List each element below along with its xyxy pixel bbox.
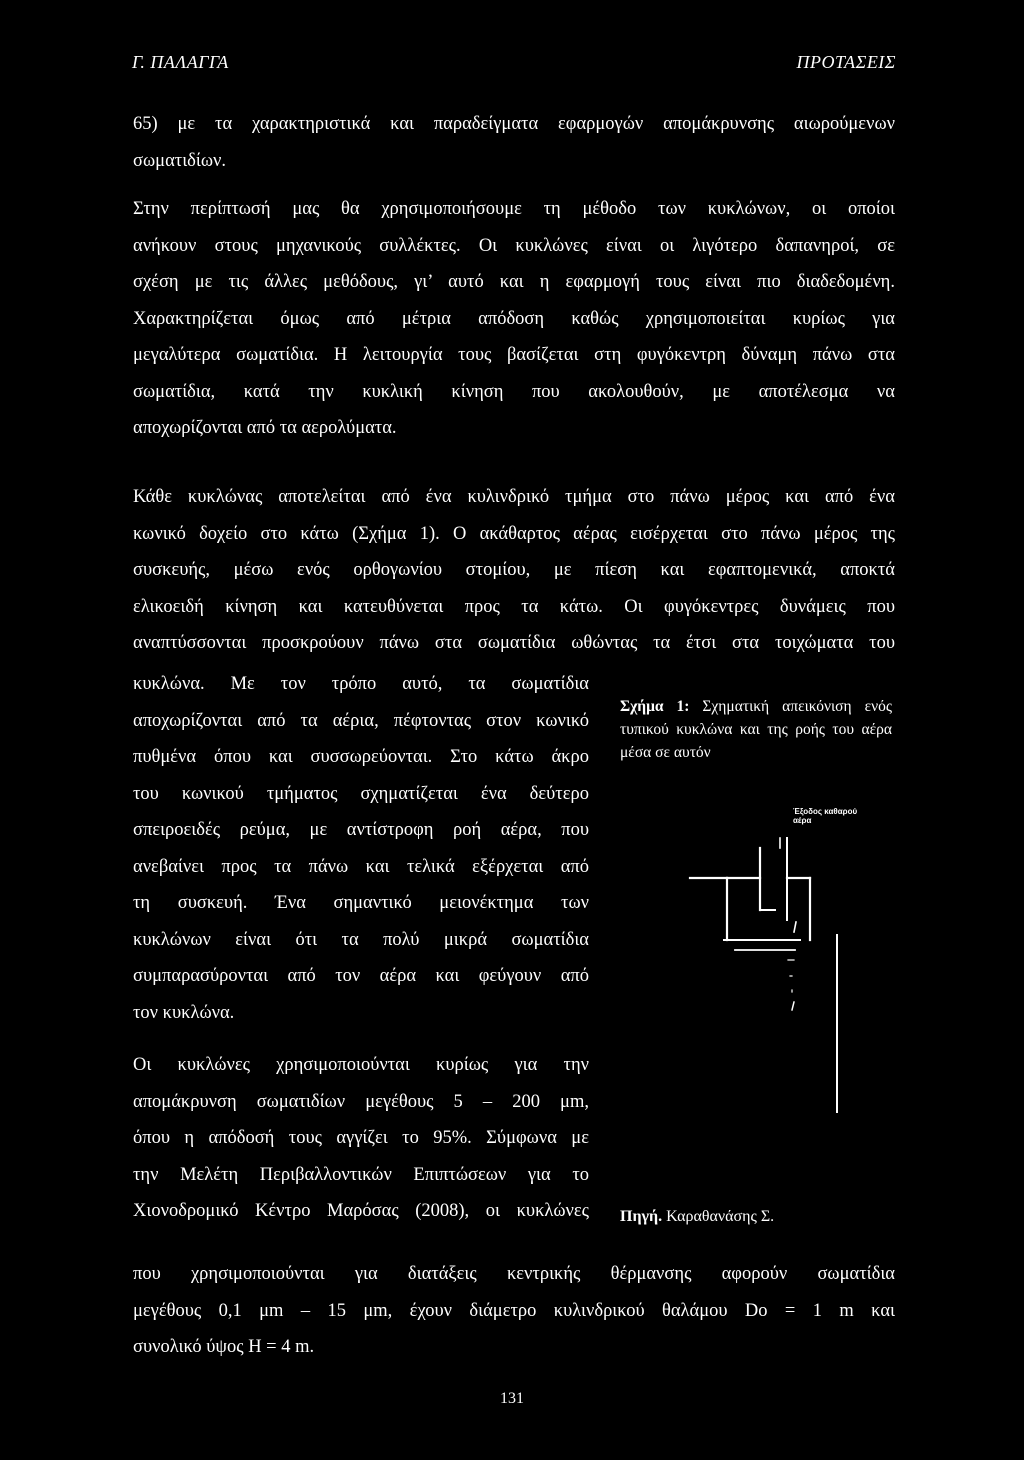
text-line: Κάθε κυκλώνας αποτελείται από ένα κυλινδρικό τμήμα στο πάνω μέρος και από ένα bbox=[133, 487, 895, 507]
text-line: Χαρακτηρίζεται όμως από μέτρια απόδοση καθώς χρησιμοποιείται κυρίως για bbox=[133, 308, 895, 329]
text-line: του κωνικού τμήματος σχηματίζεται ένα δεύτερο bbox=[133, 783, 589, 804]
paragraph-cyclone-structure-continued bbox=[133, 666, 589, 1031]
text-line: συμπαρασύρονται από τον αέρα και φεύγουν από bbox=[133, 966, 589, 986]
text-line: σωματίδια, κατά την κυκλική κίνηση που ακολουθούν, με αποτέλεσμα να bbox=[133, 381, 895, 402]
intro-paragraph bbox=[133, 106, 895, 179]
text-line: κυκλώνων είναι ότι τα πολύ μικρά σωματίδια bbox=[133, 929, 589, 950]
text-line: Οι κυκλώνες χρησιμοποιούνται κυρίως για την bbox=[133, 1055, 589, 1075]
text-line: συσκευής, μέσω ενός ορθογωνίου στομίου, με πίεση και εφαπτομενικά, αποκτά bbox=[133, 560, 895, 580]
text-line: κωνικό δοχείο στο κάτω (Σχήμα 1). Ο ακάθαρτος αέρας εισέρχεται στο πάνω μέρος της bbox=[133, 523, 895, 544]
figure-caption-label: Σχήμα 1: bbox=[620, 698, 690, 715]
text-line: ανήκουν στους μηχανικούς συλλέκτες. Οι κυκλώνες είναι οι λιγότερο δαπανηροί, σε bbox=[133, 235, 895, 256]
text-line: τη συσκευή. Ένα σημαντικό μειονέκτημα των bbox=[133, 893, 589, 913]
running-header-section: ΠΡΟΤΑΣΕΙΣ bbox=[796, 52, 896, 72]
cyclone-diagram bbox=[680, 800, 900, 1140]
figure-source-text: Καραθανάσης Σ. bbox=[666, 1208, 775, 1225]
text-line: που χρησιμοποιούνται για διατάξεις κεντρικής θέρμανσης αφορούν σωματίδια bbox=[133, 1264, 895, 1284]
flow-mark bbox=[792, 1002, 794, 1010]
text-line: Στην περίπτωσή μας θα χρησιμοποιήσουμε τη μέθοδο των κυκλώνων, οι οποίοι bbox=[133, 199, 895, 219]
text-line: όπου η απόδοσή τους αγγίζει το 95%. Σύμφωνα με bbox=[133, 1128, 589, 1148]
diagram-label-line: Έξοδος καθαρού bbox=[793, 807, 858, 816]
diagram-label-clean-air-outlet bbox=[793, 807, 857, 825]
text-line: τον κυκλώνα. bbox=[133, 1002, 235, 1023]
text-line: σχέση με τις άλλες μεθόδους, γι’ αυτό και η εφαρμογή τους είναι πιο διαδεδομένη. bbox=[133, 272, 895, 292]
text-line: ανεβαίνει προς τα πάνω και τελικά εξέρχεται από bbox=[133, 856, 589, 877]
paragraph-cyclone-usage bbox=[133, 1047, 589, 1230]
text-line: σπειροειδές ρεύμα, με αντίστροφη ροή αέρα, που bbox=[133, 820, 589, 840]
flow-mark bbox=[794, 922, 796, 932]
text-line: 65) με τα χαρακτηριστικά και παραδείγματα εφαρμογών απομάκρυνσης αιωρούμενων bbox=[133, 114, 895, 134]
text-line: την Μελέτη Περιβαλλοντικών Επιπτώσεων για το bbox=[133, 1164, 589, 1185]
running-header-author: Γ. ΠΑΛΑΓΓΑ bbox=[132, 52, 229, 72]
text-line: αναπτύσσονται προσκρούουν πάνω στα σωματίδια ωθώντας τα έτσι στα τοιχώματα του bbox=[133, 633, 895, 653]
text-line: πυθμένα όπου και συσσωρεύονται. Στο κάτω άκρο bbox=[133, 747, 589, 767]
text-line: σωματιδίων. bbox=[133, 150, 227, 171]
text-line: Χιονοδρομικό Κέντρο Μαρόσας (2008), οι κυκλώνες bbox=[133, 1201, 589, 1221]
figure-source-label: Πηγή. bbox=[620, 1208, 663, 1225]
text-line: αποχωρίζονται από τα αέρια, πέφτοντας στον κωνικό bbox=[133, 710, 589, 731]
paragraph-cyclone-structure bbox=[133, 479, 895, 662]
diagram-label-line: αέρα bbox=[793, 816, 812, 825]
paragraph-cyclone-usage-continued bbox=[133, 1256, 895, 1366]
figure-source bbox=[620, 1208, 774, 1226]
paragraph-cyclone-method bbox=[133, 191, 895, 447]
text-line: μεγέθους 0,1 μm – 15 μm, έχουν διάμετρο κυλινδρικού θαλάμου Do = 1 m και bbox=[133, 1300, 895, 1321]
page-number: 131 bbox=[500, 1390, 524, 1407]
text-line: κυκλώνα. Με τον τρόπο αυτό, τα σωματίδια bbox=[133, 674, 589, 694]
text-line: αποχωρίζονται από τα αερολύματα. bbox=[133, 418, 397, 438]
text-line: μεγαλύτερα σωματίδια. Η λειτουργία τους βασίζεται στη φυγόκεντρη δύναμη πάνω στα bbox=[133, 345, 895, 365]
figure-caption bbox=[620, 695, 892, 764]
figure-caption-text: Σχηματική απεικόνιση ενός τυπικού κυκλώνα και της ροής του αέρα μέσα σε αυτόν bbox=[620, 698, 892, 761]
text-line: συνολικό ύψος H = 4 m. bbox=[133, 1337, 315, 1357]
text-line: ελικοειδή κίνηση και κατευθύνεται προς τα κάτω. Οι φυγόκεντρες δυνάμεις που bbox=[133, 596, 895, 617]
text-line: απομάκρυνση σωματιδίων μεγέθους 5 – 200 μm, bbox=[133, 1091, 589, 1112]
